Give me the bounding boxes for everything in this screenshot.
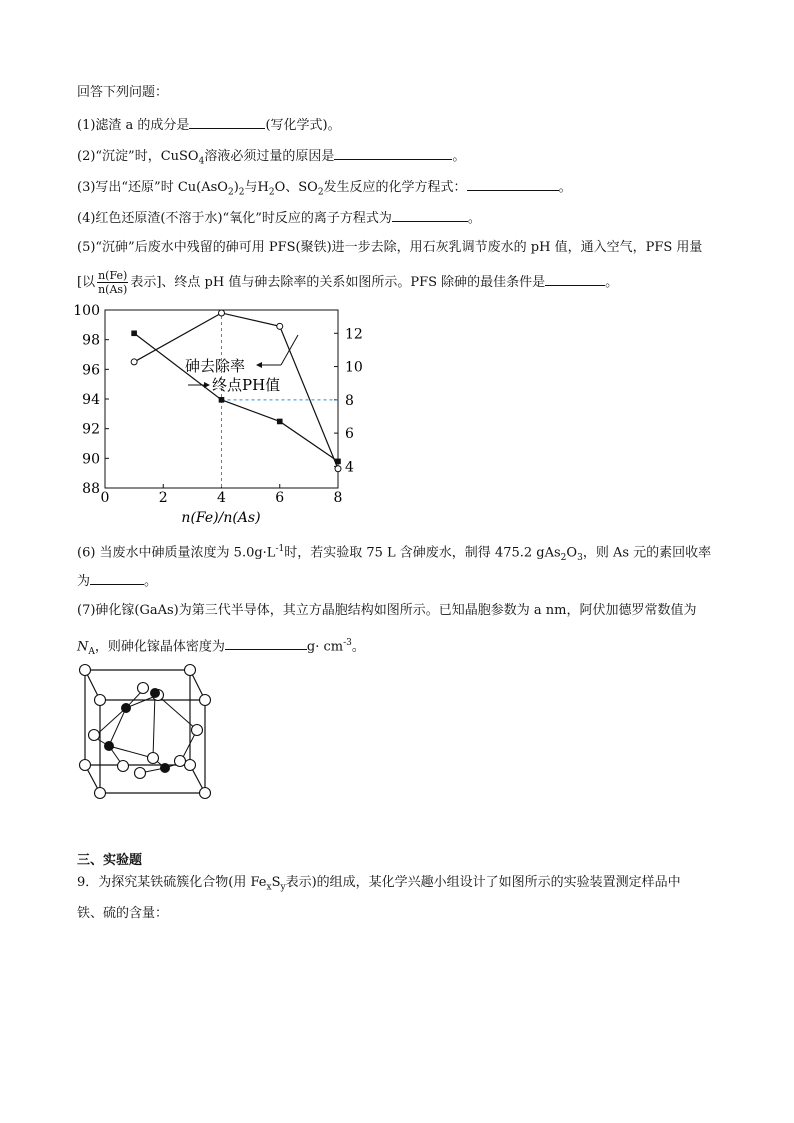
q6-answer-blank[interactable] <box>90 571 144 585</box>
q2-text: (2)“沉淀”时，CuSO <box>77 149 199 164</box>
q3-answer-blank[interactable] <box>467 177 559 191</box>
removal-rate-point <box>335 466 341 472</box>
x-tick-label: 0 <box>100 490 110 506</box>
removal-rate-point <box>277 323 283 329</box>
q4-text: (4)红色还原渣(不溶于水)“氧化”时反应的离子方程式为 <box>77 211 392 226</box>
q6-text: 为 <box>77 574 91 589</box>
q1-tail: (写化学式)。 <box>265 118 341 133</box>
q7-sup: -3 <box>343 638 352 648</box>
right-tick-label: 10 <box>345 359 363 376</box>
section-heading: 三、实验题 <box>77 853 143 868</box>
arrow-removal-rate-pointer <box>281 335 298 365</box>
question-9-line1 <box>77 874 681 897</box>
gaas-unit-cell-diagram <box>60 655 220 805</box>
q6-tail: 。 <box>144 574 158 589</box>
fe-as-fraction <box>97 269 128 296</box>
question-9-line2: 铁、硫的含量： <box>77 906 169 921</box>
arrow-end-ph-head <box>204 382 210 388</box>
avogadro-symbol: N <box>77 639 89 655</box>
removal-rate-chart <box>60 300 380 532</box>
q6-sup: -1 <box>275 544 285 554</box>
q6-text: 时，若实验取 75 L 含砷废水，制得 475.2 gAs <box>284 545 561 561</box>
left-tick-label: 90 <box>82 451 100 468</box>
q6-text: (6) 当废水中砷质量浓度为 5.0g·L <box>77 545 276 561</box>
left-tick-label: 100 <box>73 303 100 319</box>
q7-tail: 。 <box>351 639 365 655</box>
left-tick-label: 96 <box>82 362 100 379</box>
right-tick-label: 12 <box>345 326 363 343</box>
question-5-line2 <box>77 268 618 298</box>
q9-text: 9．为探究某铁硫簇化合物(用 Fe <box>77 875 267 890</box>
removal-rate-point <box>131 359 137 365</box>
left-tick-label: 98 <box>82 332 100 349</box>
annotation-removal-rate: 砷去除率 <box>185 357 246 375</box>
q1-text: (1)滤渣 a 的成分是 <box>77 118 190 133</box>
q6-sub: 2 <box>560 552 567 563</box>
question-1 <box>77 115 341 135</box>
filled-atoms <box>104 688 170 773</box>
right-tick-label: 8 <box>345 392 354 409</box>
q9-text: 表示)的组成，某化学兴趣小组设计了如图所示的实验装置测定样品中 <box>285 875 681 890</box>
right-tick-label: 4 <box>345 459 354 476</box>
q7-text: g· cm <box>306 639 344 655</box>
annotation-end-ph: 终点PH值 <box>212 376 281 394</box>
q3-text: 发生反应的化学方程式： <box>323 180 467 195</box>
left-tick-label: 94 <box>82 392 100 408</box>
end-ph-point <box>131 330 137 336</box>
series-line-end-ph <box>134 333 338 461</box>
q7-answer-blank[interactable] <box>225 636 307 650</box>
x-tick-label: 2 <box>158 490 168 506</box>
x-tick-label: 8 <box>333 490 343 506</box>
question-6-line2 <box>77 571 157 591</box>
q5-tail: 。 <box>605 275 619 290</box>
q6-text: O <box>566 545 578 561</box>
q3-sub: 2 <box>227 187 234 198</box>
q3-sub: 2 <box>268 187 275 198</box>
question-5-line1: (5)“沉砷”后废水中残留的砷可用 PFS(聚铁)进一步去除，用石灰乳调节废水的 pH 值，通入空气，PFS 用量 <box>77 240 703 255</box>
avogadro-sub: A <box>88 646 95 657</box>
q3-tail: 。 <box>558 180 572 195</box>
q1-answer-blank[interactable] <box>189 115 265 129</box>
guide-lines <box>222 310 339 488</box>
q9-sub: y <box>280 882 286 893</box>
open-atoms <box>80 665 211 799</box>
q4-tail: 。 <box>467 211 481 226</box>
question-6-line1 <box>77 540 711 567</box>
q3-text: ) <box>233 180 239 195</box>
question-4 <box>77 208 481 228</box>
q3-text: 与H <box>244 180 269 195</box>
q3-sub: 2 <box>317 187 324 198</box>
x-axis-label: n(Fe)/n(As) <box>181 510 261 526</box>
question-2 <box>77 146 465 171</box>
fraction-numerator: n(Fe) <box>98 269 128 282</box>
q9-sub: x <box>266 882 272 893</box>
q5-answer-blank[interactable] <box>545 272 605 286</box>
left-tick-label: 88 <box>82 481 100 497</box>
q2-answer-blank[interactable] <box>334 146 452 160</box>
fraction-denominator: n(As) <box>98 283 128 296</box>
left-axis-ticks <box>73 303 109 497</box>
x-tick-label: 4 <box>217 490 226 506</box>
left-tick-label: 92 <box>82 421 100 438</box>
question-7-line1: (7)砷化镓(GaAs)为第三代半导体，其立方晶胞结构如图所示。已知晶胞参数为 a nm，阿伏加德罗常数值为 <box>77 603 697 618</box>
end-ph-point <box>219 397 225 403</box>
q6-text: ，则 As 元的素回收率 <box>582 545 712 561</box>
q3-text: O、SO <box>274 180 318 195</box>
q5-text: 表示]、终点 pH 值与砷去除率的关系如图所示。PFS 除砷的最佳条件是 <box>130 275 546 290</box>
q2-middle: 溶液必须过量的原因是 <box>204 149 335 164</box>
q4-answer-blank[interactable] <box>392 208 468 222</box>
q3-sub: 2 <box>238 187 245 198</box>
q3-text: (3)写出“还原”时 Cu(AsO <box>77 180 228 195</box>
end-ph-point <box>335 459 341 465</box>
q5-prefix: [以 <box>77 275 96 290</box>
q2-sub: 4 <box>198 156 205 167</box>
q2-tail: 。 <box>452 149 466 164</box>
x-tick-label: 6 <box>275 490 285 506</box>
q7-text: ，则砷化镓晶体密度为 <box>94 639 225 655</box>
intro-text: 回答下列问题： <box>77 85 169 100</box>
end-ph-point <box>277 419 283 425</box>
right-tick-label: 6 <box>345 426 354 443</box>
q6-sub: 3 <box>577 552 583 563</box>
arrow-removal-rate-head <box>256 362 262 368</box>
x-axis-ticks <box>101 484 343 506</box>
removal-rate-point <box>219 310 225 316</box>
q9-text: S <box>271 875 281 890</box>
question-3 <box>77 177 572 202</box>
